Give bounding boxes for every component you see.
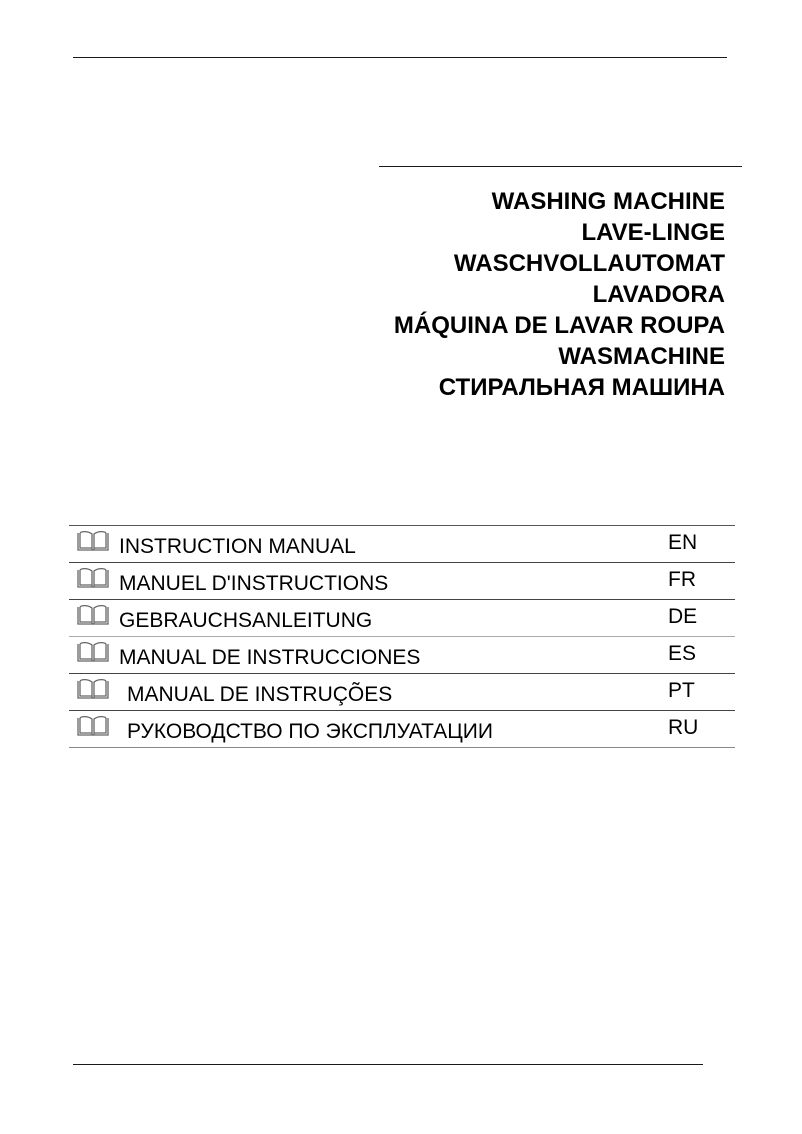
- manual-label: INSTRUCTION MANUAL: [119, 535, 356, 558]
- book-icon: [76, 529, 110, 553]
- manual-label: GEBRAUCHSANLEITUNG: [119, 609, 373, 632]
- manual-label: MANUEL D'INSTRUCTIONS: [119, 572, 389, 595]
- language-code: DE: [668, 605, 698, 628]
- product-titles: [394, 186, 725, 403]
- manual-row-en[interactable]: [69, 526, 735, 563]
- manual-row-pt[interactable]: [69, 674, 735, 711]
- language-code: PT: [668, 679, 695, 702]
- title-divider: [379, 166, 742, 167]
- title-ru: СТИРАЛЬНАЯ МАШИНА: [438, 374, 725, 401]
- manual-label: MANUAL DE INSTRUÇÕES: [127, 683, 393, 706]
- title-fr: LAVE-LINGE: [581, 219, 725, 246]
- manual-row-es[interactable]: [69, 637, 735, 674]
- title-pt: MÁQUINA DE LAVAR ROUPA: [393, 312, 725, 339]
- manual-row-de[interactable]: [69, 600, 735, 637]
- book-icon: [76, 677, 110, 701]
- language-code: EN: [668, 531, 698, 554]
- manual-row-fr[interactable]: [69, 563, 735, 600]
- manual-label: РУКОВОДСТВО ПО ЭКСПЛУАТАЦИИ: [127, 720, 493, 743]
- manual-row-ru[interactable]: [69, 711, 735, 748]
- title-en: WASHING MACHINE: [491, 188, 725, 215]
- title-de: WASCHVOLLAUTOMAT: [453, 250, 725, 277]
- bottom-divider: [73, 1064, 703, 1065]
- language-code: FR: [668, 568, 696, 591]
- top-divider: [73, 57, 727, 58]
- language-code: RU: [668, 716, 699, 739]
- title-nl: WASMACHINE: [558, 343, 725, 370]
- book-icon: [76, 603, 110, 627]
- manual-label: MANUAL DE INSTRUCCIONES: [119, 646, 421, 669]
- language-code: ES: [668, 642, 697, 665]
- book-icon: [76, 714, 110, 738]
- book-icon: [76, 640, 110, 664]
- title-es: LAVADORA: [592, 281, 725, 308]
- manual-language-table: [69, 525, 735, 748]
- book-icon: [76, 566, 110, 590]
